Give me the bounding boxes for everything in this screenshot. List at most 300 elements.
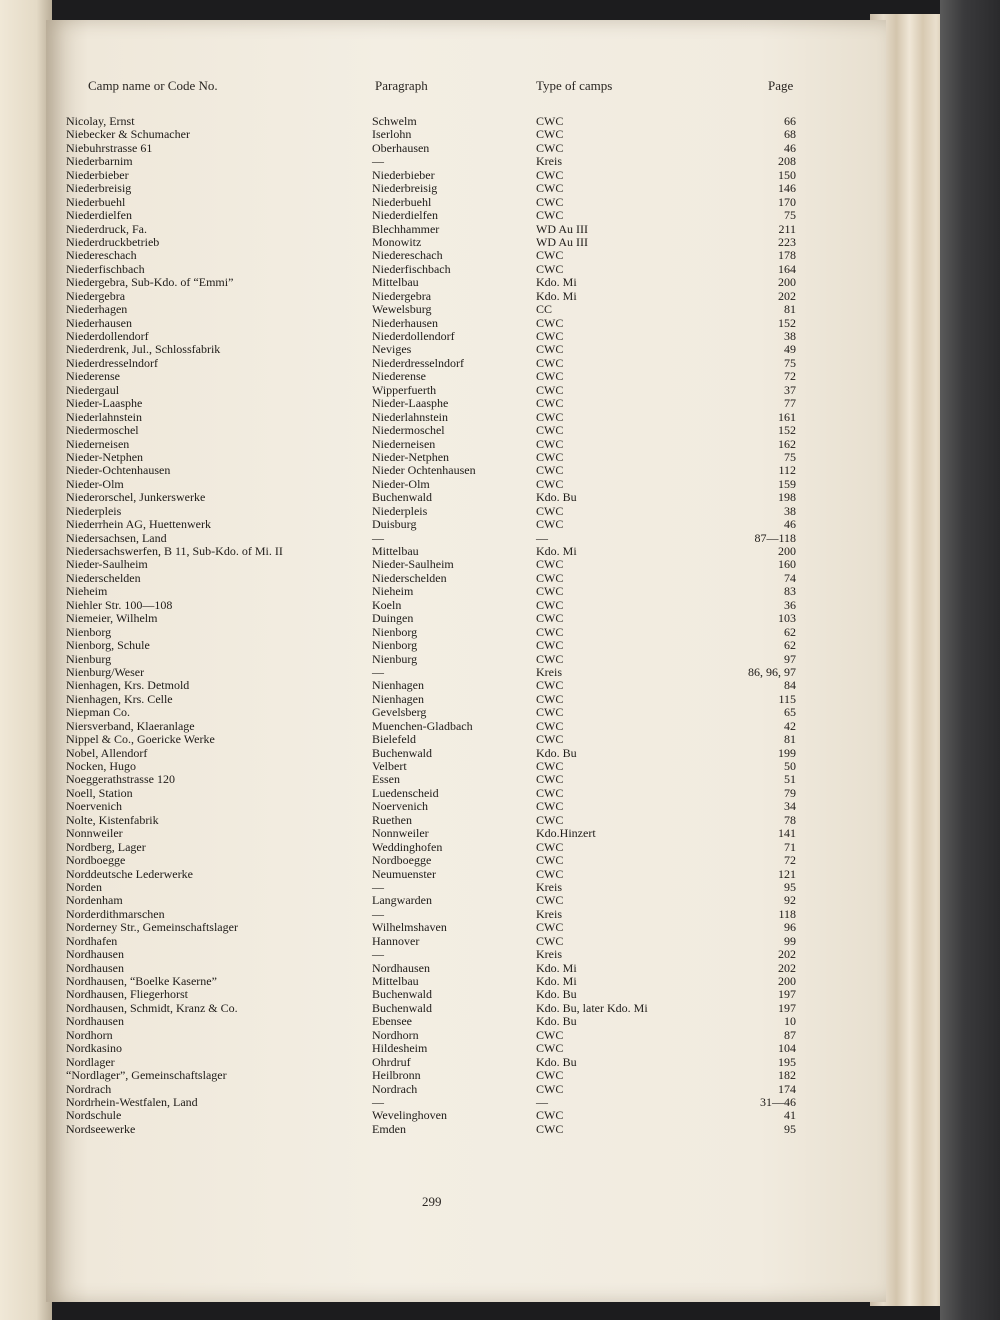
paragraph-cell: Niederdielfen bbox=[372, 208, 438, 223]
table-row bbox=[46, 249, 886, 262]
book-cover bbox=[940, 0, 1000, 1320]
type-cell: CWC bbox=[536, 382, 564, 397]
table-row bbox=[46, 343, 886, 356]
page-cell: 197 bbox=[778, 1000, 796, 1015]
paragraph-cell: Niederdresselndorf bbox=[372, 355, 464, 370]
paragraph-cell: Luedenscheid bbox=[372, 785, 439, 800]
type-cell: CWC bbox=[536, 584, 564, 599]
camp-name-cell: Niederense bbox=[66, 369, 120, 384]
type-cell: CWC bbox=[536, 853, 564, 868]
type-cell: — bbox=[536, 1094, 548, 1109]
type-cell: CWC bbox=[536, 866, 564, 881]
camp-name-cell: Norderdithmarschen bbox=[66, 906, 165, 921]
page-number: 299 bbox=[422, 1194, 442, 1209]
page-cell: 71 bbox=[784, 839, 796, 854]
table-row bbox=[46, 894, 886, 907]
table-row bbox=[46, 196, 886, 209]
camp-name-cell: Nonnweiler bbox=[66, 826, 123, 841]
camp-name-cell: Nienhagen, Krs. Detmold bbox=[66, 678, 190, 693]
page-cell: 164 bbox=[778, 261, 796, 276]
table-row bbox=[46, 679, 886, 692]
paragraph-cell: — bbox=[372, 879, 384, 894]
page-cell: 87—118 bbox=[754, 530, 796, 545]
page-cell: 75 bbox=[784, 355, 796, 370]
paragraph-cell: Niedergebra bbox=[372, 288, 432, 303]
type-cell: CWC bbox=[536, 208, 564, 223]
page-cell: 150 bbox=[778, 167, 796, 182]
camp-name-cell: Nieheim bbox=[66, 584, 108, 599]
paragraph-cell: Wilhelmshaven bbox=[372, 920, 447, 935]
table-row bbox=[46, 706, 886, 719]
camp-name-cell: Niedergebra bbox=[66, 288, 126, 303]
table-row bbox=[46, 276, 886, 289]
camp-name-cell: Noeggerathstrasse 120 bbox=[66, 772, 175, 787]
paragraph-cell: Niederense bbox=[372, 369, 426, 384]
camp-name-cell: Nordhausen, “Boelke Kaserne” bbox=[66, 974, 217, 988]
table-row bbox=[46, 558, 886, 571]
table-row bbox=[46, 921, 886, 934]
page-cell: 160 bbox=[778, 557, 796, 572]
paragraph-cell: — bbox=[372, 947, 384, 962]
type-cell: CWC bbox=[536, 342, 564, 357]
camp-name-cell: Niederdollendorf bbox=[66, 329, 149, 343]
page-cell: 202 bbox=[778, 947, 796, 962]
book-page bbox=[46, 20, 886, 1302]
type-cell: CWC bbox=[536, 678, 564, 693]
paragraph-cell: Iserlohn bbox=[372, 127, 412, 142]
paragraph-cell: Buchenwald bbox=[372, 1000, 432, 1015]
paragraph-cell: Nieder-Laasphe bbox=[372, 396, 449, 411]
type-cell: Kreis bbox=[536, 664, 562, 679]
page-cell: 99 bbox=[784, 933, 796, 948]
type-cell: CWC bbox=[536, 1121, 564, 1136]
type-cell: CWC bbox=[536, 127, 564, 142]
page-cell: 81 bbox=[784, 732, 796, 747]
type-cell: CWC bbox=[536, 611, 564, 626]
paragraph-cell: Blechhammer bbox=[372, 221, 440, 236]
paragraph-cell: Monowitz bbox=[372, 234, 422, 249]
table-row bbox=[46, 397, 886, 410]
type-cell: CWC bbox=[536, 1081, 564, 1096]
table-row bbox=[46, 451, 886, 464]
type-cell: CWC bbox=[536, 114, 564, 128]
table-row bbox=[46, 223, 886, 236]
type-cell: Kdo. Bu, later Kdo. Mi bbox=[536, 1000, 648, 1015]
type-cell: CWC bbox=[536, 423, 564, 438]
camp-name-cell: Nienborg bbox=[66, 624, 112, 639]
camp-name-cell: Noervenich bbox=[66, 799, 122, 814]
camp-name-cell: Norddeutsche Lederwerke bbox=[66, 866, 193, 881]
camp-name-cell: Niederbreisig bbox=[66, 181, 132, 196]
type-cell: CWC bbox=[536, 557, 564, 572]
page-cell: 78 bbox=[784, 812, 796, 827]
page-cell: 195 bbox=[778, 1054, 796, 1069]
type-cell: Kdo. Bu bbox=[536, 987, 577, 1002]
type-cell: CWC bbox=[536, 893, 564, 908]
type-cell: CWC bbox=[536, 705, 564, 720]
table-row bbox=[46, 263, 886, 276]
paragraph-cell: Essen bbox=[372, 772, 400, 787]
paragraph-cell: — bbox=[372, 1094, 384, 1109]
paragraph-cell: Nordboegge bbox=[372, 853, 432, 868]
paragraph-cell: Niederpleis bbox=[372, 503, 428, 518]
paragraph-cell: Duisburg bbox=[372, 517, 417, 532]
type-cell: Kdo. Bu bbox=[536, 1014, 577, 1029]
page-cell: 65 bbox=[784, 705, 796, 720]
paragraph-cell: Schwelm bbox=[372, 114, 417, 128]
table-row bbox=[46, 317, 886, 330]
camp-name-cell: Nordrhein-Westfalen, Land bbox=[66, 1094, 198, 1109]
paragraph-cell: Nienborg bbox=[372, 638, 418, 653]
page-cell: 36 bbox=[784, 597, 796, 612]
type-cell: CWC bbox=[536, 1108, 564, 1123]
type-cell: CWC bbox=[536, 772, 564, 787]
type-cell: CWC bbox=[536, 799, 564, 814]
type-cell: CWC bbox=[536, 570, 564, 585]
camp-name-cell: Niedersachsen, Land bbox=[66, 530, 167, 545]
camp-name-cell: Nordhausen bbox=[66, 1014, 124, 1029]
table-row bbox=[46, 1029, 886, 1042]
paragraph-cell: Niederlahnstein bbox=[372, 409, 448, 424]
page-cell: 62 bbox=[784, 638, 796, 653]
camp-name-cell: Niederdielfen bbox=[66, 208, 132, 223]
table-row bbox=[46, 532, 886, 545]
camp-name-cell: Niederdruckbetrieb bbox=[66, 234, 160, 249]
camp-name-cell: Nieder-Laasphe bbox=[66, 396, 143, 411]
page-cell: 81 bbox=[784, 302, 796, 317]
page-cell: 202 bbox=[778, 960, 796, 975]
paragraph-cell: Ohrdruf bbox=[372, 1054, 411, 1069]
page-cell: 83 bbox=[784, 584, 796, 599]
table-row bbox=[46, 693, 886, 706]
page-cell: 95 bbox=[784, 1121, 796, 1136]
paragraph-cell: Oberhausen bbox=[372, 140, 430, 155]
page-cell: 37 bbox=[784, 382, 796, 397]
table-row bbox=[46, 653, 886, 666]
paragraph-cell: Duingen bbox=[372, 611, 414, 626]
table-row bbox=[46, 639, 886, 652]
page-cell: 200 bbox=[778, 544, 796, 558]
camp-name-cell: Nordberg, Lager bbox=[66, 839, 146, 854]
paragraph-cell: Koeln bbox=[372, 597, 402, 612]
table-row bbox=[46, 128, 886, 141]
table-row bbox=[46, 988, 886, 1001]
page-cell: 178 bbox=[778, 248, 796, 263]
paragraph-cell: Mittelbau bbox=[372, 974, 419, 988]
page-cell: 62 bbox=[784, 624, 796, 639]
camp-name-cell: Nordseewerke bbox=[66, 1121, 136, 1136]
table-row bbox=[46, 881, 886, 894]
page-cell: 66 bbox=[784, 114, 796, 128]
camp-name-cell: Niepman Co. bbox=[66, 705, 130, 720]
table-row bbox=[46, 868, 886, 881]
camp-name-cell: Nienburg bbox=[66, 651, 112, 666]
type-cell: CWC bbox=[536, 396, 564, 411]
header-camp-name: Camp name or Code No. bbox=[88, 78, 218, 93]
type-cell: Kdo.Hinzert bbox=[536, 826, 596, 841]
paragraph-cell: Langwarden bbox=[372, 893, 432, 908]
type-cell: CWC bbox=[536, 355, 564, 370]
camp-name-cell: Nienhagen, Krs. Celle bbox=[66, 691, 173, 706]
paragraph-cell: — bbox=[372, 530, 384, 545]
page-cell: 197 bbox=[778, 987, 796, 1002]
camp-name-cell: Niedersachswerfen, B 11, Sub-Kdo. of Mi. II bbox=[66, 544, 283, 558]
page-cell: 96 bbox=[784, 920, 796, 935]
paragraph-cell: Nienburg bbox=[372, 651, 418, 666]
table-row bbox=[46, 411, 886, 424]
paragraph-cell: Nonnweiler bbox=[372, 826, 429, 841]
paragraph-cell: Nordhorn bbox=[372, 1027, 419, 1042]
paragraph-cell: Buchenwald bbox=[372, 987, 432, 1002]
paragraph-cell: Niederschelden bbox=[372, 570, 447, 585]
camp-name-cell: Nienborg, Schule bbox=[66, 638, 150, 653]
table-row bbox=[46, 236, 886, 249]
paragraph-cell: Neumuenster bbox=[372, 866, 436, 881]
type-cell: Kdo. Bu bbox=[536, 490, 577, 505]
type-cell: CWC bbox=[536, 167, 564, 182]
camp-name-cell: Nordhorn bbox=[66, 1027, 113, 1042]
page-cell: 38 bbox=[784, 503, 796, 518]
camp-name-cell: Noell, Station bbox=[66, 785, 133, 800]
page-cell: 159 bbox=[778, 476, 796, 491]
table-row bbox=[46, 303, 886, 316]
page-cell: 79 bbox=[784, 785, 796, 800]
camp-name-cell: Niederbarnim bbox=[66, 154, 133, 169]
page-cell: 199 bbox=[778, 745, 796, 760]
type-cell: Kdo. Bu bbox=[536, 1054, 577, 1069]
table-row bbox=[46, 438, 886, 451]
paragraph-cell: Niederhausen bbox=[372, 315, 438, 330]
type-cell: CWC bbox=[536, 785, 564, 800]
page-cell: 10 bbox=[784, 1014, 796, 1029]
page-cell: 38 bbox=[784, 329, 796, 343]
type-cell: CWC bbox=[536, 920, 564, 935]
paragraph-cell: Nieder-Saulheim bbox=[372, 557, 454, 572]
page-cell: 68 bbox=[784, 127, 796, 142]
page-cell: 34 bbox=[784, 799, 796, 814]
type-cell: CWC bbox=[536, 248, 564, 263]
camp-name-cell: Nordenham bbox=[66, 893, 123, 908]
page-cell: 202 bbox=[778, 288, 796, 303]
type-cell: CWC bbox=[536, 503, 564, 518]
page-cell: 223 bbox=[778, 234, 796, 249]
paragraph-cell: Niederdollendorf bbox=[372, 329, 455, 343]
camp-name-cell: Nordhausen bbox=[66, 960, 124, 975]
page-cell: 152 bbox=[778, 423, 796, 438]
table-row bbox=[46, 464, 886, 477]
paragraph-cell: Nieder-Netphen bbox=[372, 449, 450, 464]
paragraph-cell: Niederneisen bbox=[372, 436, 436, 451]
page-cell: 49 bbox=[784, 342, 796, 357]
paragraph-cell: — bbox=[372, 906, 384, 921]
page-cell: 92 bbox=[784, 893, 796, 908]
paragraph-cell: Wewelsburg bbox=[372, 302, 432, 317]
table-row bbox=[46, 1002, 886, 1015]
table-row bbox=[46, 733, 886, 746]
camp-name-cell: Nippel & Co., Goericke Werke bbox=[66, 732, 215, 747]
camp-name-cell: Nordhausen bbox=[66, 947, 124, 962]
page-cell: 211 bbox=[778, 221, 796, 236]
paragraph-cell: Hildesheim bbox=[372, 1041, 428, 1056]
type-cell: WD Au III bbox=[536, 221, 588, 236]
camp-name-cell: Nordkasino bbox=[66, 1041, 122, 1056]
table-row bbox=[46, 841, 886, 854]
table-row bbox=[46, 599, 886, 612]
page-cell: 72 bbox=[784, 853, 796, 868]
camp-name-cell: Niederfischbach bbox=[66, 261, 145, 276]
page-cell: 170 bbox=[778, 194, 796, 209]
page-cell: 84 bbox=[784, 678, 796, 693]
page-cell: 41 bbox=[784, 1108, 796, 1123]
paragraph-cell: Bielefeld bbox=[372, 732, 416, 747]
type-cell: CWC bbox=[536, 194, 564, 209]
table-row bbox=[46, 948, 886, 961]
type-cell: Kdo. Mi bbox=[536, 544, 577, 558]
table-row bbox=[46, 612, 886, 625]
type-cell: CWC bbox=[536, 369, 564, 384]
previous-page-edge bbox=[0, 0, 52, 1320]
page-cell: 77 bbox=[784, 396, 796, 411]
type-cell: WD Au III bbox=[536, 234, 588, 249]
camp-name-cell: Nordhafen bbox=[66, 933, 118, 948]
paragraph-cell: — bbox=[372, 664, 384, 679]
type-cell: Kreis bbox=[536, 154, 562, 169]
type-cell: CWC bbox=[536, 261, 564, 276]
table-row bbox=[46, 115, 886, 128]
page-cell: 198 bbox=[778, 490, 796, 505]
paragraph-cell: Heilbronn bbox=[372, 1068, 421, 1083]
type-cell: CWC bbox=[536, 1041, 564, 1056]
page-cell: 146 bbox=[778, 181, 796, 196]
table-row bbox=[46, 182, 886, 195]
paragraph-cell: Neviges bbox=[372, 342, 412, 357]
page-cell: 103 bbox=[778, 611, 796, 626]
camp-name-cell: Nieder-Olm bbox=[66, 476, 124, 491]
page-cell: 46 bbox=[784, 140, 796, 155]
paragraph-cell: Nordhausen bbox=[372, 960, 430, 975]
page-cell: 51 bbox=[784, 772, 796, 787]
paragraph-cell: Niederbuehl bbox=[372, 194, 432, 209]
table-row bbox=[46, 518, 886, 531]
type-cell: CWC bbox=[536, 140, 564, 155]
camp-name-cell: Niederdrenk, Jul., Schlossfabrik bbox=[66, 342, 221, 357]
page-cell: 182 bbox=[778, 1068, 796, 1083]
page-cell: 208 bbox=[778, 154, 796, 169]
type-cell: CWC bbox=[536, 181, 564, 196]
type-cell: CWC bbox=[536, 329, 564, 343]
type-cell: — bbox=[536, 530, 548, 545]
type-cell: CC bbox=[536, 302, 553, 317]
table-row bbox=[46, 1083, 886, 1096]
table-row bbox=[46, 155, 886, 168]
table-row bbox=[46, 290, 886, 303]
table-row bbox=[46, 814, 886, 827]
table-row bbox=[46, 626, 886, 639]
table-row bbox=[46, 800, 886, 813]
table-row bbox=[46, 1056, 886, 1069]
camp-name-cell: Nordschule bbox=[66, 1108, 122, 1123]
table-row bbox=[46, 1042, 886, 1055]
page-cell: 31—46 bbox=[760, 1094, 796, 1109]
paragraph-cell: — bbox=[372, 154, 384, 169]
type-cell: CWC bbox=[536, 691, 564, 706]
type-cell: CWC bbox=[536, 839, 564, 854]
type-cell: CWC bbox=[536, 624, 564, 639]
type-cell: Kdo. Mi bbox=[536, 960, 577, 975]
paragraph-cell: Mittelbau bbox=[372, 275, 419, 290]
table-row bbox=[46, 854, 886, 867]
type-cell: Kdo. Bu bbox=[536, 745, 577, 760]
table-row bbox=[46, 478, 886, 491]
type-cell: CWC bbox=[536, 315, 564, 330]
camp-name-cell: Niehler Str. 100—108 bbox=[66, 597, 173, 612]
type-cell: Kdo. Mi bbox=[536, 275, 577, 290]
index-table bbox=[46, 115, 886, 1136]
paragraph-cell: Noervenich bbox=[372, 799, 428, 814]
table-row bbox=[46, 1096, 886, 1109]
paragraph-cell: Buchenwald bbox=[372, 745, 432, 760]
table-row bbox=[46, 1109, 886, 1122]
camp-name-cell: Niederpleis bbox=[66, 503, 122, 518]
camp-name-cell: Nordhausen, Schmidt, Kranz & Co. bbox=[66, 1000, 238, 1015]
table-row bbox=[46, 357, 886, 370]
table-row bbox=[46, 975, 886, 988]
camp-name-cell: Niederneisen bbox=[66, 436, 130, 451]
table-row bbox=[46, 666, 886, 679]
paragraph-cell: Niedereschach bbox=[372, 248, 443, 263]
table-row bbox=[46, 330, 886, 343]
camp-name-cell: Nobel, Allendorf bbox=[66, 745, 148, 760]
camp-name-cell: “Nordlager”, Gemeinschaftslager bbox=[66, 1068, 227, 1083]
camp-name-cell: Niedergebra, Sub-Kdo. of “Emmi” bbox=[66, 275, 234, 290]
table-row bbox=[46, 505, 886, 518]
table-row bbox=[46, 1069, 886, 1082]
type-cell: CWC bbox=[536, 476, 564, 491]
type-cell: CWC bbox=[536, 1068, 564, 1083]
table-row bbox=[46, 747, 886, 760]
paragraph-cell: Nienborg bbox=[372, 624, 418, 639]
camp-name-cell: Nordlager bbox=[66, 1054, 115, 1069]
table-row bbox=[46, 572, 886, 585]
header-paragraph: Paragraph bbox=[375, 78, 428, 93]
table-row bbox=[46, 169, 886, 182]
type-cell: CWC bbox=[536, 517, 564, 532]
camp-name-cell: Niederbuehl bbox=[66, 194, 126, 209]
table-row bbox=[46, 962, 886, 975]
table-row bbox=[46, 787, 886, 800]
paragraph-cell: Gevelsberg bbox=[372, 705, 427, 720]
table-row bbox=[46, 773, 886, 786]
paragraph-cell: Nieder Ochtenhausen bbox=[372, 463, 476, 478]
page-cell: 50 bbox=[784, 759, 796, 773]
table-row bbox=[46, 545, 886, 558]
page-cell: 200 bbox=[778, 275, 796, 290]
page-cell: 141 bbox=[778, 826, 796, 841]
camp-name-cell: Niederdresselndorf bbox=[66, 355, 158, 370]
paragraph-cell: Emden bbox=[372, 1121, 406, 1136]
camp-name-cell: Niedermoschel bbox=[66, 423, 139, 438]
paragraph-cell: Velbert bbox=[372, 759, 407, 773]
camp-name-cell: Niederschelden bbox=[66, 570, 141, 585]
table-row bbox=[46, 585, 886, 598]
table-row bbox=[46, 142, 886, 155]
camp-name-cell: Nieder-Netphen bbox=[66, 449, 144, 464]
type-cell: CWC bbox=[536, 933, 564, 948]
paragraph-cell: Niederfischbach bbox=[372, 261, 451, 276]
type-cell: CWC bbox=[536, 449, 564, 464]
table-row bbox=[46, 209, 886, 222]
camp-name-cell: Niederrhein AG, Huettenwerk bbox=[66, 517, 211, 532]
